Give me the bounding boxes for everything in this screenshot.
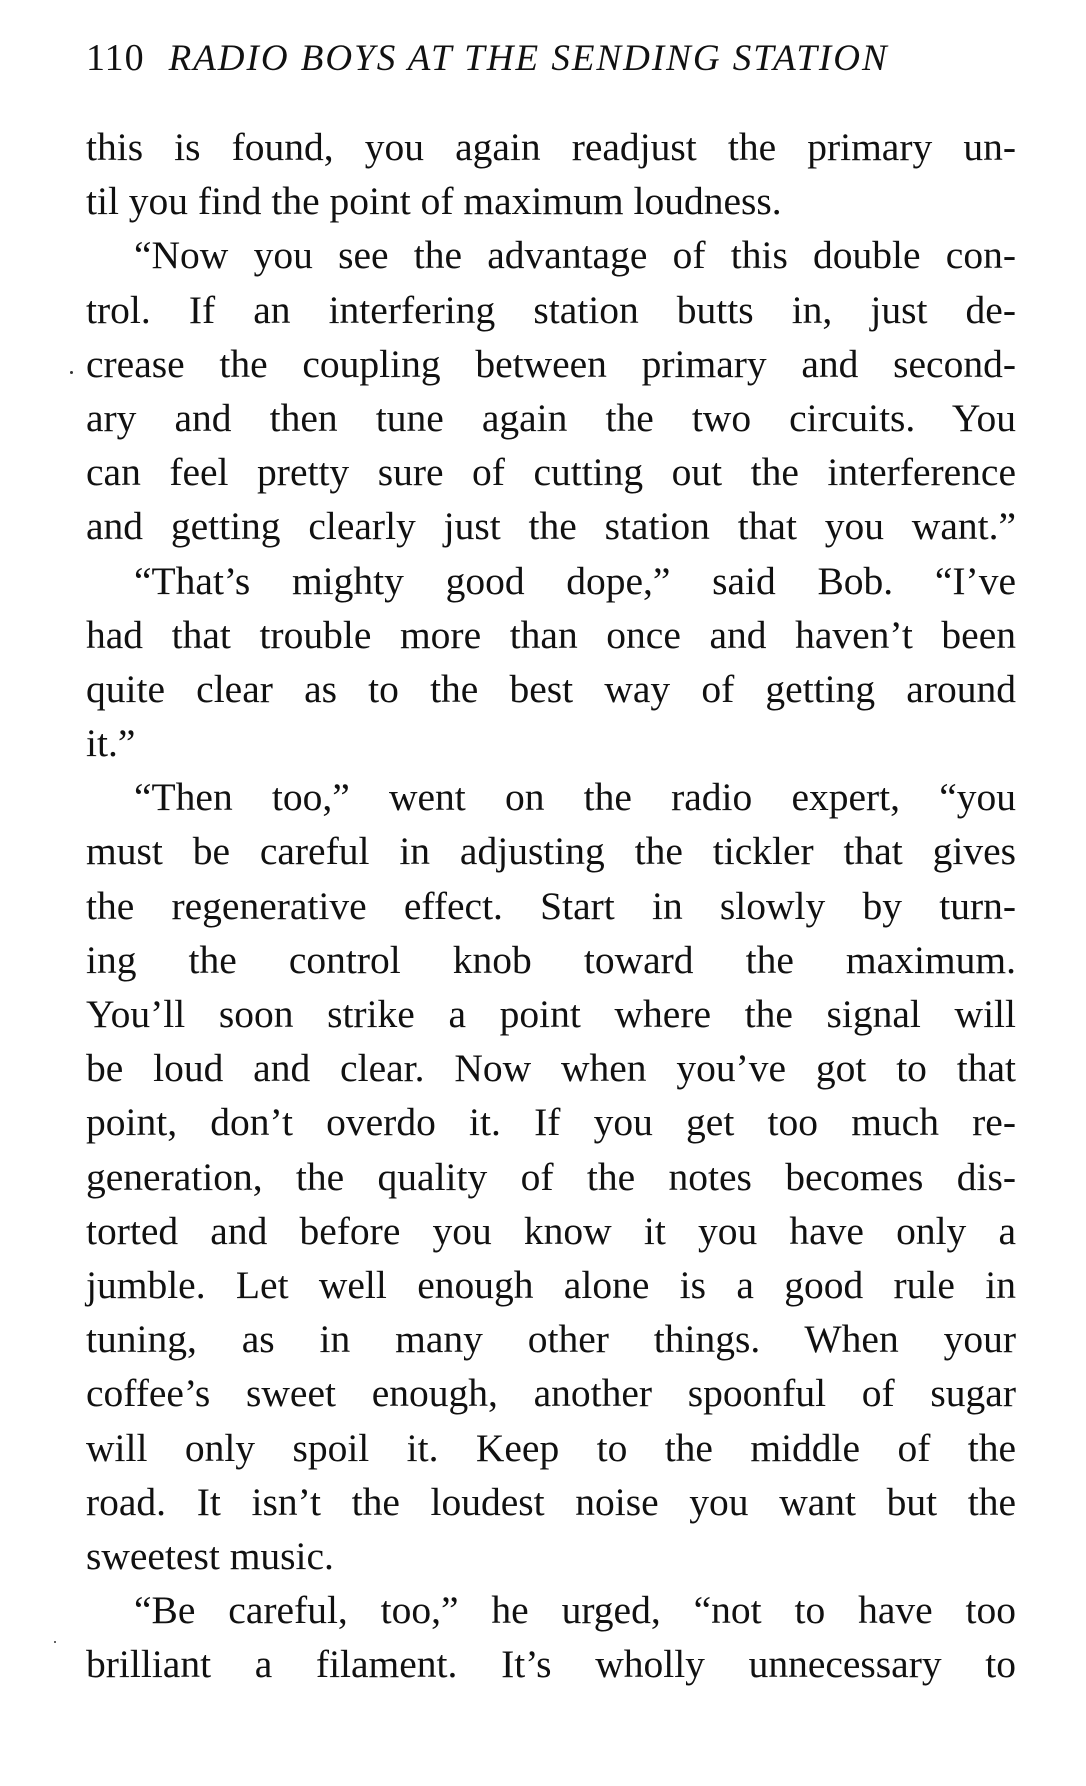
running-title: RADIO BOYS AT THE SENDING STATION (168, 38, 889, 79)
text-line: ary and then tune again the two circuits. You (86, 395, 1016, 440)
body-text (86, 120, 1016, 1691)
text-line: quite clear as to the best way of getting around (86, 666, 1016, 711)
text-line: “Then too,” went on the radio expert, “you (134, 775, 1016, 820)
text-line: sweetest music. (86, 1533, 334, 1578)
text-line: jumble. Let well enough alone is a good rule in (86, 1262, 1016, 1307)
text-line: You’ll soon strike a point where the signal will (86, 992, 1016, 1036)
text-line: can feel pretty sure of cutting out the interference (86, 450, 1016, 495)
scan-speck (70, 371, 73, 374)
text-line: crease the coupling between primary and second- (86, 341, 1016, 386)
text-line: ing the control knob toward the maximum. (86, 937, 1016, 982)
text-line: road. It isn’t the loudest noise you want but the (86, 1479, 1016, 1524)
text-line: coffee’s sweet enough, another spoonful of sugar (86, 1371, 1016, 1416)
text-line: must be careful in adjusting the tickler that gives (86, 829, 1016, 874)
text-line: this is found, you again readjust the primary un- (86, 125, 1016, 169)
text-line: generation, the quality of the notes becomes dis- (86, 1154, 1016, 1199)
text-line: had that trouble more than once and haven’t been (86, 612, 1016, 657)
text-line: be loud and clear. Now when you’ve got to that (86, 1046, 1016, 1091)
scan-speck (54, 1641, 56, 1643)
text-line: brilliant a filament. It’s wholly unnecessary to (86, 1642, 1016, 1687)
text-line: will only spoil it. Keep to the middle of the (86, 1425, 1016, 1470)
page-number: 110 (86, 37, 145, 79)
text-line: til you find the point of maximum loudness. (86, 179, 782, 224)
text-line: “Now you see the advantage of this double con- (134, 233, 1016, 278)
text-line: “That’s mighty good dope,” said Bob. “I’ve (134, 558, 1016, 603)
page-header (86, 36, 986, 86)
text-line: it.” (86, 721, 136, 766)
text-line: the regenerative effect. Start in slowly by turn- (86, 883, 1016, 928)
text-line: trol. If an interfering station butts in, just de- (86, 287, 1016, 332)
text-line: “Be careful, too,” he urged, “not to have too (134, 1588, 1016, 1633)
text-line: and getting clearly just the station that you want.” (86, 504, 1016, 549)
text-line: torted and before you know it you have only a (86, 1208, 1016, 1253)
text-line: tuning, as in many other things. When your (86, 1317, 1016, 1362)
text-line: point, don’t overdo it. If you get too much re- (86, 1100, 1016, 1145)
